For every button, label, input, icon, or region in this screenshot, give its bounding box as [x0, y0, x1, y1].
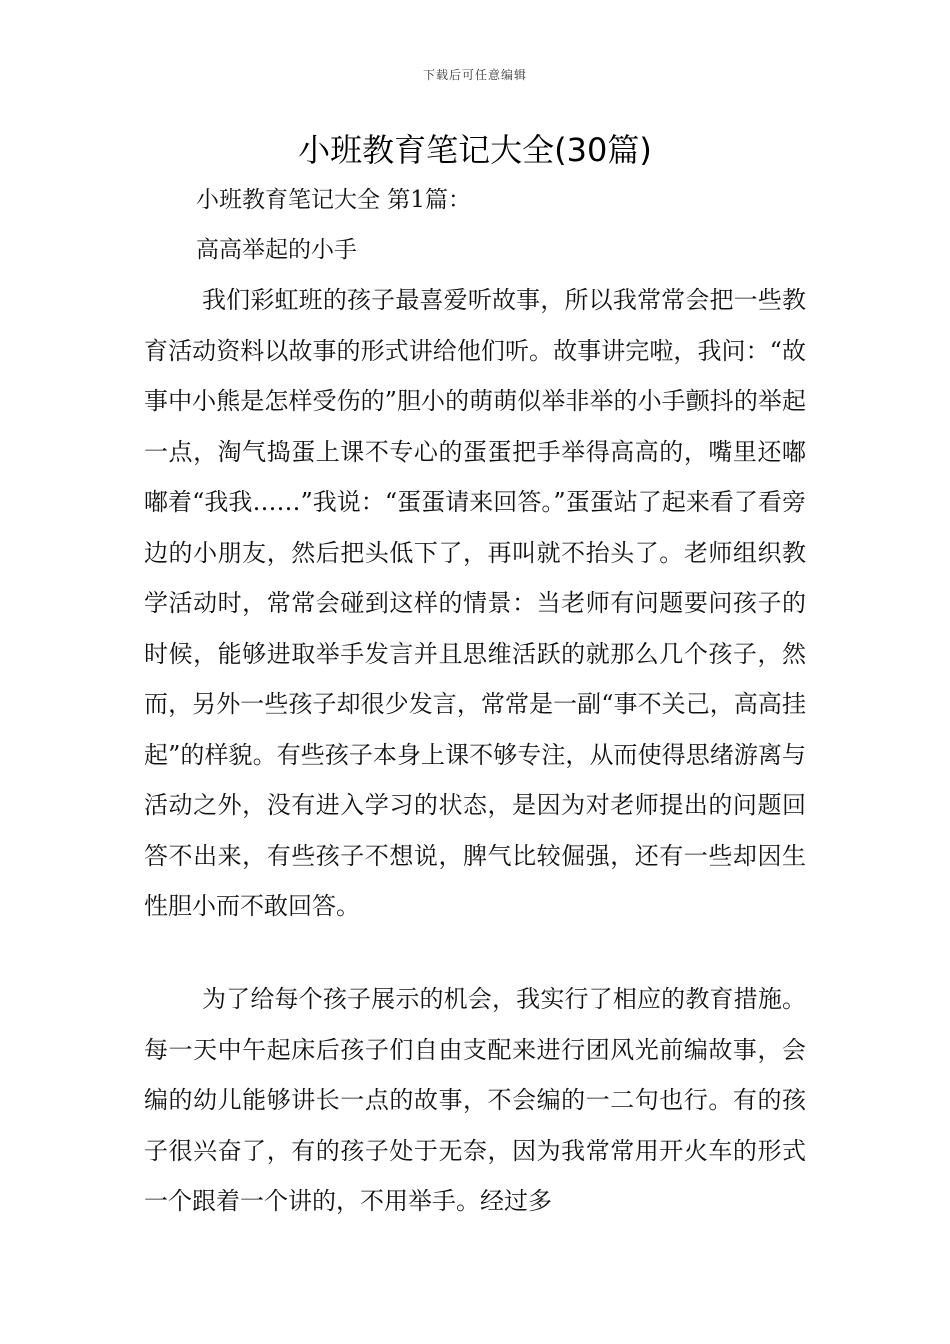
section-label: 小班教育笔记大全 第1篇： — [196, 187, 471, 213]
body-paragraph-1: 我们彩虹班的孩子最喜爱听故事，所以我常常会把一些教育活动资料以故事的形式讲给他们听。故事讲完啦，我问：“故事中小熊是怎样受伤的”胆小的萌萌似举非举的小手颤抖的举起一点，淘气捣蛋上课不专心的蛋蛋把手举得高高的，嘴里还嘟嘟着“我我……”我说：“蛋蛋请来回答。”蛋蛋站了起来看了看旁边的小朋友，然后把头低下了，再叫就不抬头了。老师组织教学活动时，常常会碰到这样的情景：当老师有问题要问孩子的时候，能够进取举手发言并且思维活跃的就那么几个孩子，然而，另外一些孩子却很少发言，常常是一副“事不关己，高高挂起”的样貌。有些孩子本身上课不够专注，从而使得思绪游离与活动之外，没有进入学习的状态，是因为对老师提出的问题回答不出来，有些孩子不想说，脾气比较倔强，还有一些却因生性胆小而不敢回答。 — [144, 286, 806, 920]
page-header-note: 下载后可任意编辑 — [422, 68, 527, 82]
article-title: 高高举起的小手 — [196, 237, 357, 263]
body-paragraph-2: 为了给每个孩子展示的机会，我实行了相应的教育措施。每一天中午起床后孩子们自由支配来进行团风光前编故事，会编的幼儿能够讲长一点的故事，不会编的一二句也行。有的孩子很兴奋了，有的孩子处于无奈，因为我常常用开火车的形式一个跟着一个讲的，不用举手。经过多 — [144, 985, 806, 1215]
document-title: 小班教育笔记大全(30篇) — [298, 131, 652, 169]
